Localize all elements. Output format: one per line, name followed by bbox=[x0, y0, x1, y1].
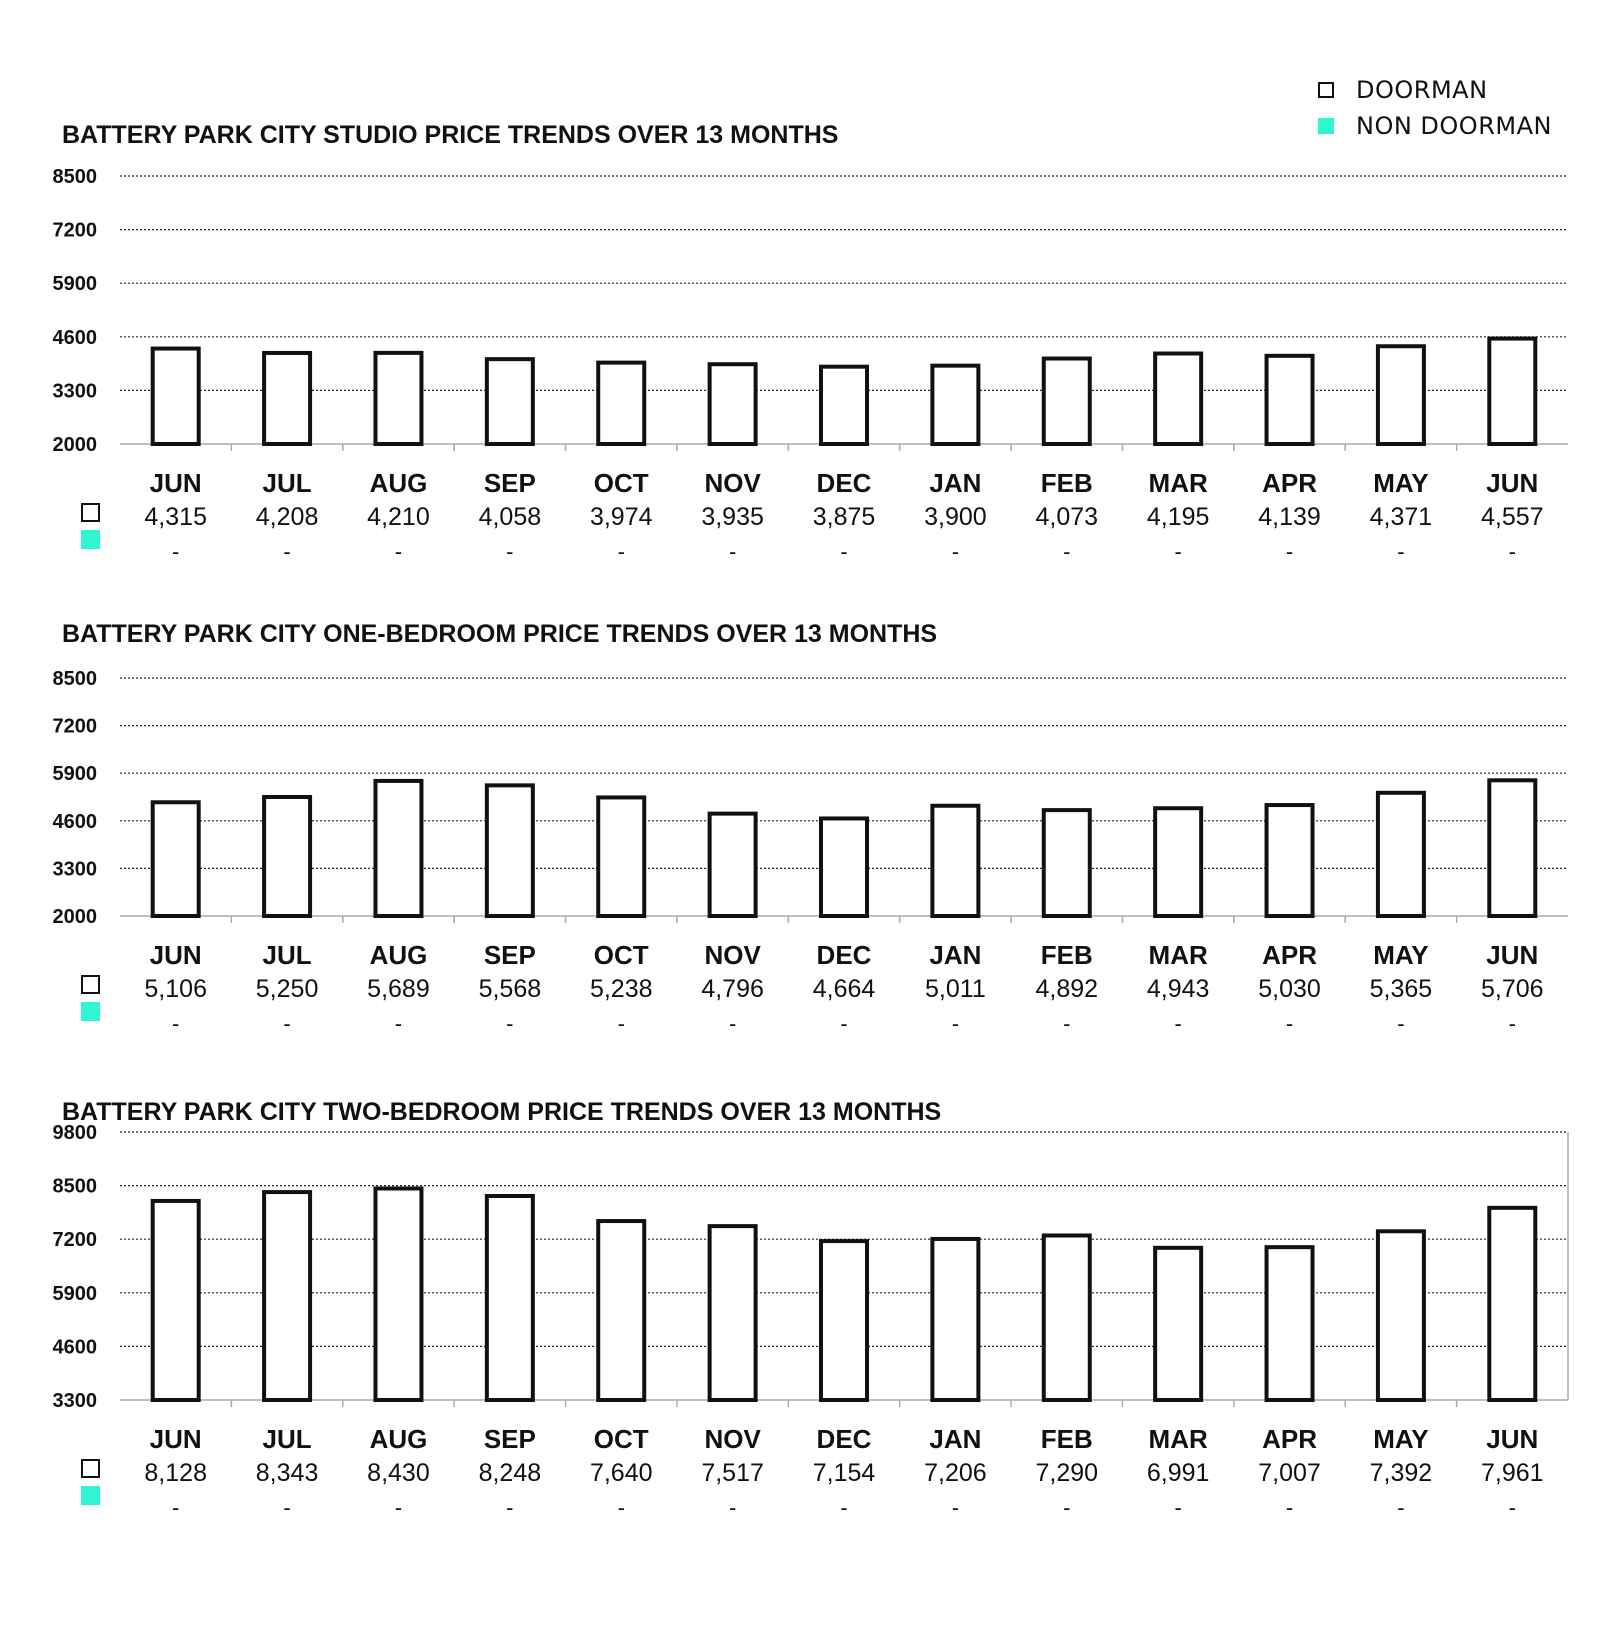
two-bedroom-doorman-value: 7,640 bbox=[589, 1459, 653, 1487]
one-bedroom-non-doorman-row-swatch bbox=[81, 1002, 100, 1021]
two-bedroom-bar-jun bbox=[153, 1201, 199, 1400]
two-bedroom-x-category-label: JUL bbox=[262, 1424, 312, 1454]
studio-bar-jun bbox=[1489, 339, 1535, 444]
one-bedroom-chart bbox=[0, 600, 1600, 1100]
one-bedroom-x-category-label: NOV bbox=[704, 940, 761, 970]
studio-non-doorman-value: - bbox=[728, 539, 737, 564]
studio-doorman-value: 4,073 bbox=[1035, 503, 1099, 531]
two-bedroom-x-category-label: FEB bbox=[1040, 1424, 1093, 1454]
one-bedroom-bar-jun bbox=[153, 802, 199, 916]
two-bedroom-x-category-label: JUN bbox=[149, 1424, 202, 1454]
two-bedroom-chart bbox=[0, 1100, 1600, 1600]
two-bedroom-bar-feb bbox=[1044, 1235, 1090, 1400]
one-bedroom-bar-nov bbox=[710, 814, 756, 916]
studio-x-category-label: JUL bbox=[262, 468, 312, 498]
one-bedroom-bar-mar bbox=[1155, 808, 1201, 916]
two-bedroom-doorman-value: 8,248 bbox=[478, 1459, 542, 1487]
one-bedroom-doorman-value: 5,568 bbox=[478, 975, 542, 1003]
two-bedroom-bar-sep bbox=[487, 1196, 533, 1400]
one-bedroom-non-doorman-value: - bbox=[1397, 1011, 1405, 1036]
studio-y-tick-label: 3300 bbox=[52, 380, 97, 403]
two-bedroom-bar-jun bbox=[1489, 1208, 1535, 1400]
one-bedroom-doorman-value: 4,892 bbox=[1035, 975, 1099, 1003]
studio-doorman-value: 3,875 bbox=[812, 503, 876, 531]
two-bedroom-non-doorman-value: - bbox=[172, 1495, 180, 1520]
one-bedroom-non-doorman-value: - bbox=[1508, 1011, 1516, 1036]
two-bedroom-x-category-label: SEP bbox=[483, 1424, 536, 1454]
one-bedroom-non-doorman-value: - bbox=[1063, 1011, 1071, 1036]
two-bedroom-x-category-label: JUN bbox=[1486, 1424, 1539, 1454]
studio-doorman-value: 3,974 bbox=[589, 503, 653, 531]
two-bedroom-non-doorman-value: - bbox=[951, 1495, 960, 1520]
two-bedroom-x-category-label: APR bbox=[1262, 1424, 1317, 1454]
one-bedroom-doorman-value: 5,106 bbox=[144, 975, 207, 1003]
two-bedroom-bar-may bbox=[1378, 1231, 1424, 1400]
studio-x-category-label: AUG bbox=[369, 468, 428, 498]
one-bedroom-non-doorman-value: - bbox=[840, 1011, 848, 1036]
one-bedroom-bar-jun bbox=[1489, 780, 1535, 916]
studio-non-doorman-value: - bbox=[1063, 539, 1071, 564]
two-bedroom-x-category-label: MAY bbox=[1373, 1424, 1429, 1454]
one-bedroom-y-tick-label: 7200 bbox=[52, 715, 97, 738]
studio-x-category-label: SEP bbox=[483, 468, 536, 498]
two-bedroom-doorman-value: 7,961 bbox=[1481, 1459, 1544, 1487]
studio-x-category-label: OCT bbox=[593, 468, 649, 498]
two-bedroom-x-category-label: AUG bbox=[369, 1424, 428, 1454]
two-bedroom-y-tick-label: 7200 bbox=[52, 1229, 97, 1252]
two-bedroom-non-doorman-value: - bbox=[728, 1495, 737, 1520]
studio-y-tick-label: 4600 bbox=[52, 326, 97, 349]
two-bedroom-non-doorman-value: - bbox=[1397, 1495, 1405, 1520]
two-bedroom-x-category-label: NOV bbox=[704, 1424, 761, 1454]
two-bedroom-x-category-label: OCT bbox=[593, 1424, 649, 1454]
two-bedroom-non-doorman-value: - bbox=[394, 1495, 403, 1520]
studio-x-category-label: APR bbox=[1262, 468, 1317, 498]
one-bedroom-doorman-value: 5,030 bbox=[1258, 975, 1321, 1003]
one-bedroom-non-doorman-value: - bbox=[617, 1011, 625, 1036]
studio-x-category-label: NOV bbox=[704, 468, 761, 498]
one-bedroom-bar-feb bbox=[1044, 810, 1090, 916]
one-bedroom-bar-may bbox=[1378, 793, 1424, 916]
studio-non-doorman-value: - bbox=[617, 539, 625, 564]
one-bedroom-bar-dec bbox=[821, 818, 867, 916]
two-bedroom-non-doorman-row-swatch bbox=[81, 1486, 100, 1505]
two-bedroom-bar-dec bbox=[821, 1241, 867, 1400]
studio-bar-mar bbox=[1155, 353, 1201, 444]
one-bedroom-doorman-value: 5,250 bbox=[255, 975, 319, 1003]
studio-x-category-label: FEB bbox=[1040, 468, 1093, 498]
studio-non-doorman-row-swatch bbox=[81, 530, 100, 549]
two-bedroom-doorman-value: 8,430 bbox=[367, 1459, 430, 1487]
studio-doorman-value: 4,058 bbox=[478, 503, 542, 531]
two-bedroom-non-doorman-value: - bbox=[283, 1495, 291, 1520]
two-bedroom-doorman-value: 7,206 bbox=[924, 1459, 987, 1487]
two-bedroom-y-tick-label: 3300 bbox=[52, 1390, 97, 1412]
one-bedroom-bar-aug bbox=[375, 781, 421, 916]
two-bedroom-doorman-value: 8,343 bbox=[255, 1459, 319, 1487]
legend-label-doorman: DOORMAN bbox=[1356, 76, 1488, 104]
one-bedroom-non-doorman-value: - bbox=[1174, 1011, 1182, 1036]
two-bedroom-non-doorman-value: - bbox=[1508, 1495, 1516, 1520]
one-bedroom-non-doorman-value: - bbox=[728, 1011, 737, 1036]
two-bedroom-bar-apr bbox=[1267, 1247, 1313, 1400]
studio-non-doorman-value: - bbox=[840, 539, 848, 564]
one-bedroom-y-tick-label: 4600 bbox=[52, 810, 97, 833]
one-bedroom-bar-apr bbox=[1267, 805, 1313, 916]
one-bedroom-doorman-value: 5,011 bbox=[925, 975, 986, 1003]
one-bedroom-non-doorman-value: - bbox=[394, 1011, 403, 1036]
studio-x-category-label: MAR bbox=[1148, 468, 1208, 498]
one-bedroom-x-category-label: OCT bbox=[593, 940, 649, 970]
studio-x-category-label: JUN bbox=[1486, 468, 1539, 498]
two-bedroom-non-doorman-value: - bbox=[840, 1495, 848, 1520]
studio-bar-dec bbox=[821, 367, 867, 444]
studio-bar-jun bbox=[153, 349, 199, 444]
two-bedroom-x-category-label: DEC bbox=[816, 1424, 872, 1454]
two-bedroom-bar-jul bbox=[264, 1192, 310, 1400]
one-bedroom-x-category-label: JUL bbox=[262, 940, 312, 970]
studio-doorman-value: 4,371 bbox=[1369, 503, 1433, 531]
one-bedroom-non-doorman-value: - bbox=[1285, 1011, 1294, 1036]
studio-doorman-value: 4,139 bbox=[1258, 503, 1321, 531]
one-bedroom-doorman-value: 5,365 bbox=[1369, 975, 1433, 1003]
one-bedroom-non-doorman-value: - bbox=[172, 1011, 180, 1036]
studio-non-doorman-value: - bbox=[1174, 539, 1182, 564]
two-bedroom-doorman-row-swatch bbox=[82, 1460, 99, 1477]
one-bedroom-doorman-value: 5,689 bbox=[367, 975, 430, 1003]
studio-bar-may bbox=[1378, 346, 1424, 444]
studio-non-doorman-value: - bbox=[1508, 539, 1516, 564]
one-bedroom-x-category-label: DEC bbox=[816, 940, 872, 970]
two-bedroom-non-doorman-value: - bbox=[617, 1495, 625, 1520]
one-bedroom-x-category-label: SEP bbox=[483, 940, 536, 970]
one-bedroom-y-tick-label: 5900 bbox=[52, 763, 97, 786]
studio-bar-jan bbox=[932, 366, 978, 444]
two-bedroom-x-category-label: JAN bbox=[929, 1424, 982, 1454]
studio-doorman-row-swatch bbox=[82, 504, 99, 521]
studio-doorman-value: 3,900 bbox=[924, 503, 987, 531]
studio-y-tick-label: 5900 bbox=[52, 273, 97, 296]
one-bedroom-x-category-label: JAN bbox=[929, 940, 982, 970]
one-bedroom-bar-jul bbox=[264, 797, 310, 916]
one-bedroom-non-doorman-value: - bbox=[506, 1011, 514, 1036]
studio-non-doorman-value: - bbox=[283, 539, 291, 564]
one-bedroom-non-doorman-value: - bbox=[283, 1011, 291, 1036]
two-bedroom-bar-oct bbox=[598, 1221, 644, 1400]
two-bedroom-doorman-value: 7,154 bbox=[812, 1459, 876, 1487]
studio-non-doorman-value: - bbox=[1285, 539, 1294, 564]
two-bedroom-y-tick-label: 4600 bbox=[52, 1336, 97, 1359]
studio-non-doorman-value: - bbox=[506, 539, 514, 564]
one-bedroom-bar-oct bbox=[598, 797, 644, 916]
two-bedroom-bar-aug bbox=[375, 1188, 421, 1400]
one-bedroom-doorman-value: 5,706 bbox=[1481, 975, 1544, 1003]
studio-x-category-label: JAN bbox=[929, 468, 982, 498]
studio-bar-feb bbox=[1044, 359, 1090, 444]
studio-bar-apr bbox=[1267, 356, 1313, 444]
one-bedroom-doorman-value: 4,943 bbox=[1146, 975, 1210, 1003]
one-bedroom-x-category-label: MAY bbox=[1373, 940, 1429, 970]
two-bedroom-bar-nov bbox=[710, 1226, 756, 1400]
one-bedroom-doorman-row-swatch bbox=[82, 976, 99, 993]
two-bedroom-non-doorman-value: - bbox=[1285, 1495, 1294, 1520]
studio-doorman-value: 4,210 bbox=[367, 503, 430, 531]
one-bedroom-non-doorman-value: - bbox=[951, 1011, 960, 1036]
one-bedroom-x-category-label: JUN bbox=[149, 940, 202, 970]
one-bedroom-doorman-value: 4,796 bbox=[701, 975, 764, 1003]
one-bedroom-x-category-label: AUG bbox=[369, 940, 428, 970]
two-bedroom-y-tick-label: 9800 bbox=[52, 1122, 97, 1144]
one-bedroom-bar-sep bbox=[487, 785, 533, 916]
two-bedroom-non-doorman-value: - bbox=[1174, 1495, 1182, 1520]
studio-bar-sep bbox=[487, 359, 533, 444]
two-bedroom-title: BATTERY PARK CITY TWO-BEDROOM PRICE TRENDS OVER 13 MONTHS bbox=[62, 1100, 942, 1126]
two-bedroom-bar-jan bbox=[932, 1239, 978, 1400]
studio-bar-oct bbox=[598, 363, 644, 444]
one-bedroom-y-tick-label: 8500 bbox=[52, 668, 97, 690]
one-bedroom-x-category-label: MAR bbox=[1148, 940, 1208, 970]
two-bedroom-doorman-value: 7,517 bbox=[701, 1459, 764, 1487]
one-bedroom-x-category-label: JUN bbox=[1486, 940, 1539, 970]
studio-bar-jul bbox=[264, 353, 310, 444]
two-bedroom-y-tick-label: 8500 bbox=[52, 1175, 97, 1198]
one-bedroom-bar-jan bbox=[932, 806, 978, 916]
studio-y-tick-label: 8500 bbox=[52, 166, 97, 188]
studio-doorman-value: 4,315 bbox=[144, 503, 207, 531]
one-bedroom-y-tick-label: 2000 bbox=[52, 906, 97, 928]
legend-swatch-doorman bbox=[1318, 82, 1334, 98]
two-bedroom-doorman-value: 7,290 bbox=[1035, 1459, 1099, 1487]
one-bedroom-y-tick-label: 3300 bbox=[52, 858, 97, 881]
two-bedroom-doorman-value: 6,991 bbox=[1146, 1459, 1210, 1487]
studio-x-category-label: MAY bbox=[1373, 468, 1429, 498]
studio-non-doorman-value: - bbox=[394, 539, 403, 564]
studio-y-tick-label: 7200 bbox=[52, 219, 97, 242]
two-bedroom-non-doorman-value: - bbox=[1063, 1495, 1071, 1520]
studio-non-doorman-value: - bbox=[1397, 539, 1405, 564]
one-bedroom-doorman-value: 5,238 bbox=[589, 975, 653, 1003]
studio-doorman-value: 3,935 bbox=[701, 503, 764, 531]
studio-bar-aug bbox=[375, 353, 421, 444]
one-bedroom-x-category-label: FEB bbox=[1040, 940, 1093, 970]
two-bedroom-doorman-value: 8,128 bbox=[144, 1459, 207, 1487]
studio-doorman-value: 4,208 bbox=[255, 503, 319, 531]
two-bedroom-bar-mar bbox=[1155, 1248, 1201, 1400]
studio-bar-nov bbox=[710, 364, 756, 444]
two-bedroom-x-category-label: MAR bbox=[1148, 1424, 1208, 1454]
two-bedroom-doorman-value: 7,392 bbox=[1369, 1459, 1433, 1487]
one-bedroom-doorman-value: 4,664 bbox=[812, 975, 876, 1003]
one-bedroom-x-category-label: APR bbox=[1262, 940, 1317, 970]
studio-non-doorman-value: - bbox=[951, 539, 960, 564]
studio-x-category-label: DEC bbox=[816, 468, 872, 498]
studio-x-category-label: JUN bbox=[149, 468, 202, 498]
studio-doorman-value: 4,557 bbox=[1481, 503, 1544, 531]
studio-y-tick-label: 2000 bbox=[52, 434, 97, 456]
two-bedroom-doorman-value: 7,007 bbox=[1258, 1459, 1321, 1487]
studio-chart bbox=[0, 100, 1600, 600]
studio-non-doorman-value: - bbox=[172, 539, 180, 564]
legend-label-non-doorman: NON DOORMAN bbox=[1356, 112, 1552, 140]
studio-doorman-value: 4,195 bbox=[1146, 503, 1210, 531]
two-bedroom-y-tick-label: 5900 bbox=[52, 1282, 97, 1305]
studio-title: BATTERY PARK CITY STUDIO PRICE TRENDS OVER 13 MONTHS bbox=[62, 121, 839, 149]
one-bedroom-title: BATTERY PARK CITY ONE-BEDROOM PRICE TRENDS OVER 13 MONTHS bbox=[62, 620, 938, 648]
two-bedroom-non-doorman-value: - bbox=[506, 1495, 514, 1520]
